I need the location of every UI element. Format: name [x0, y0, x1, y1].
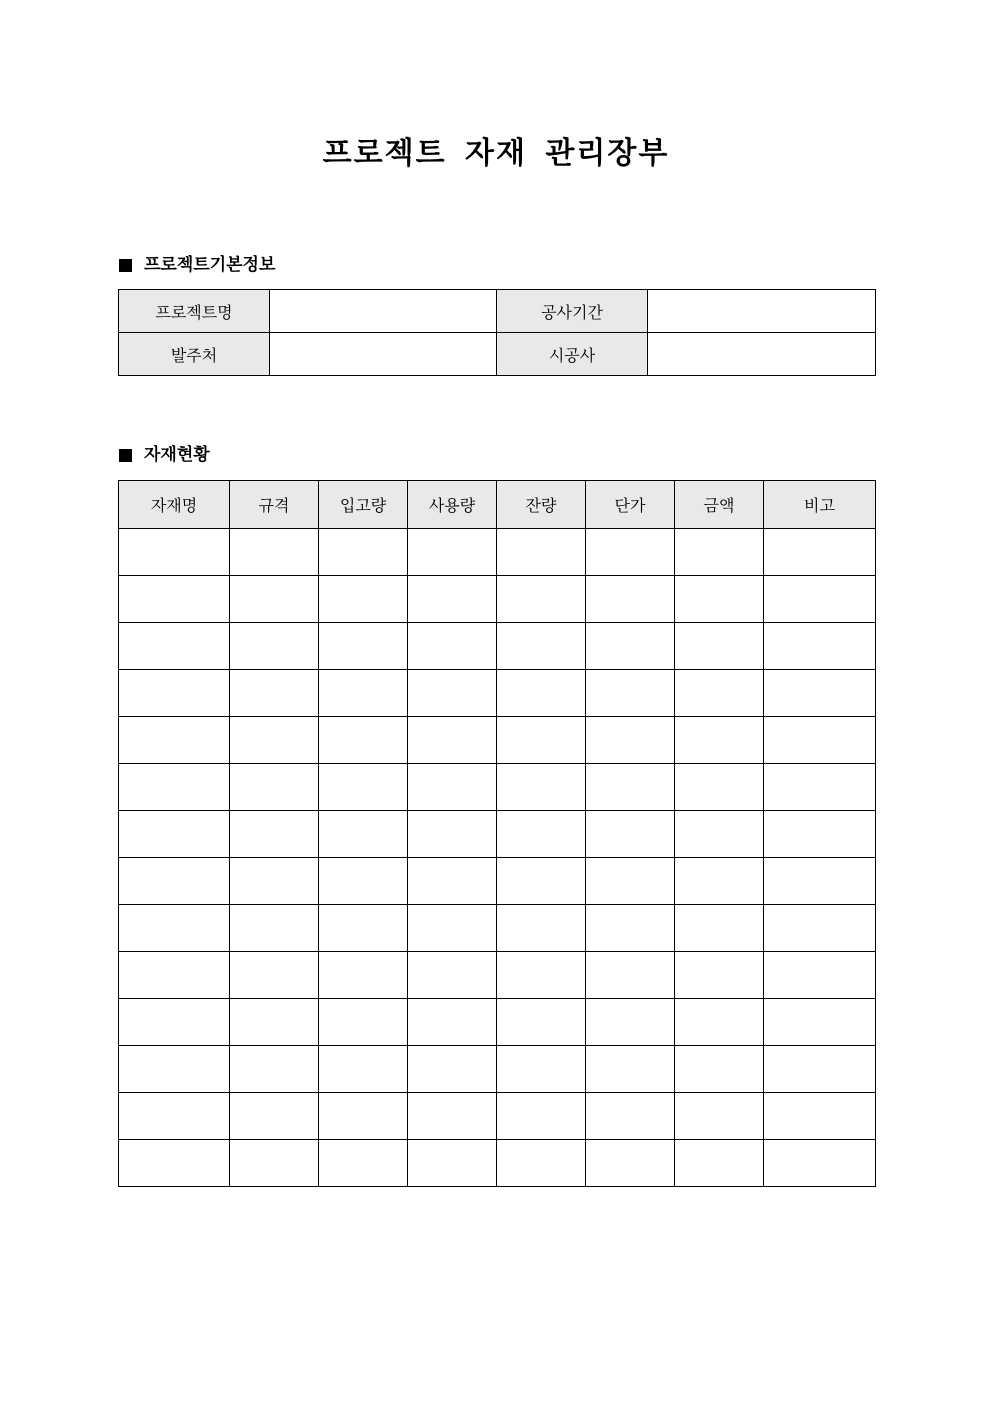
cell-received-qty[interactable]: [319, 1046, 408, 1093]
cell-received-qty[interactable]: [319, 999, 408, 1046]
cell-unit-price[interactable]: [586, 1140, 675, 1187]
cell-amount[interactable]: [675, 811, 764, 858]
contractor-label: 시공사: [497, 333, 648, 376]
cell-unit-price[interactable]: [586, 952, 675, 999]
cell-remaining-qty[interactable]: [497, 529, 586, 576]
cell-remaining-qty[interactable]: [497, 764, 586, 811]
cell-unit-price[interactable]: [586, 1093, 675, 1140]
cell-received-qty[interactable]: [319, 623, 408, 670]
cell-unit-price[interactable]: [586, 1046, 675, 1093]
materials-table: [118, 480, 876, 1187]
cell-remarks[interactable]: [764, 1140, 876, 1187]
cell-amount[interactable]: [675, 1046, 764, 1093]
cell-spec[interactable]: [230, 717, 319, 764]
section-heading-label: 자재현황: [144, 445, 210, 465]
table-row: [119, 905, 876, 952]
cell-received-qty[interactable]: [319, 952, 408, 999]
cell-remaining-qty[interactable]: [497, 623, 586, 670]
cell-received-qty[interactable]: [319, 811, 408, 858]
cell-remarks[interactable]: [764, 952, 876, 999]
cell-used-qty[interactable]: [408, 1046, 497, 1093]
cell-material-name[interactable]: [119, 529, 230, 576]
project-info-table: [118, 289, 876, 376]
cell-used-qty[interactable]: [408, 999, 497, 1046]
table-row: [119, 811, 876, 858]
cell-remaining-qty[interactable]: [497, 717, 586, 764]
cell-received-qty[interactable]: [319, 858, 408, 905]
cell-material-name[interactable]: [119, 1093, 230, 1140]
cell-remaining-qty[interactable]: [497, 576, 586, 623]
cell-amount[interactable]: [675, 529, 764, 576]
cell-received-qty[interactable]: [319, 670, 408, 717]
column-header-amount: 금액: [675, 481, 764, 529]
cell-remarks[interactable]: [764, 529, 876, 576]
cell-remaining-qty[interactable]: [497, 1046, 586, 1093]
cell-unit-price[interactable]: [586, 623, 675, 670]
cell-remarks[interactable]: [764, 623, 876, 670]
cell-remarks[interactable]: [764, 670, 876, 717]
cell-spec[interactable]: [230, 1140, 319, 1187]
cell-remaining-qty[interactable]: [497, 999, 586, 1046]
cell-used-qty[interactable]: [408, 529, 497, 576]
cell-spec[interactable]: [230, 1046, 319, 1093]
cell-used-qty[interactable]: [408, 717, 497, 764]
cell-remaining-qty[interactable]: [497, 905, 586, 952]
cell-received-qty[interactable]: [319, 764, 408, 811]
cell-spec[interactable]: [230, 905, 319, 952]
column-header-received-qty: 입고량: [319, 481, 408, 529]
column-header-material-name: 자재명: [119, 481, 230, 529]
cell-amount[interactable]: [675, 670, 764, 717]
cell-spec[interactable]: [230, 999, 319, 1046]
table-header-row: [119, 481, 876, 529]
cell-received-qty[interactable]: [319, 1140, 408, 1187]
cell-remarks[interactable]: [764, 1093, 876, 1140]
cell-spec[interactable]: [230, 858, 319, 905]
cell-remarks[interactable]: [764, 717, 876, 764]
table-row: [119, 333, 876, 376]
black-square-icon: [119, 259, 132, 272]
cell-remarks[interactable]: [764, 1046, 876, 1093]
column-header-spec: 규격: [230, 481, 319, 529]
cell-amount[interactable]: [675, 858, 764, 905]
cell-remaining-qty[interactable]: [497, 952, 586, 999]
cell-material-name[interactable]: [119, 858, 230, 905]
cell-amount[interactable]: [675, 576, 764, 623]
cell-used-qty[interactable]: [408, 858, 497, 905]
column-header-remaining-qty: 잔량: [497, 481, 586, 529]
cell-unit-price[interactable]: [586, 905, 675, 952]
cell-amount[interactable]: [675, 1093, 764, 1140]
cell-used-qty[interactable]: [408, 811, 497, 858]
cell-amount[interactable]: [675, 999, 764, 1046]
cell-amount[interactable]: [675, 623, 764, 670]
cell-remaining-qty[interactable]: [497, 858, 586, 905]
cell-remarks[interactable]: [764, 576, 876, 623]
section-heading-project-info: [119, 252, 275, 278]
table-row: [119, 717, 876, 764]
cell-remarks[interactable]: [764, 764, 876, 811]
table-row: [119, 290, 876, 333]
contractor-field[interactable]: [648, 333, 876, 376]
cell-received-qty[interactable]: [319, 717, 408, 764]
cell-unit-price[interactable]: [586, 670, 675, 717]
cell-used-qty[interactable]: [408, 670, 497, 717]
cell-received-qty[interactable]: [319, 1093, 408, 1140]
section-heading-materials: [119, 442, 210, 468]
cell-material-name[interactable]: [119, 999, 230, 1046]
cell-received-qty[interactable]: [319, 529, 408, 576]
cell-material-name[interactable]: [119, 670, 230, 717]
cell-used-qty[interactable]: [408, 905, 497, 952]
cell-spec[interactable]: [230, 670, 319, 717]
cell-remaining-qty[interactable]: [497, 670, 586, 717]
cell-material-name[interactable]: [119, 905, 230, 952]
cell-material-name[interactable]: [119, 623, 230, 670]
cell-unit-price[interactable]: [586, 576, 675, 623]
cell-unit-price[interactable]: [586, 764, 675, 811]
section-heading-label: 프로젝트기본정보: [144, 255, 276, 275]
cell-amount[interactable]: [675, 717, 764, 764]
cell-material-name[interactable]: [119, 1046, 230, 1093]
cell-remarks[interactable]: [764, 905, 876, 952]
cell-spec[interactable]: [230, 529, 319, 576]
table-row: [119, 858, 876, 905]
cell-remaining-qty[interactable]: [497, 1093, 586, 1140]
cell-spec[interactable]: [230, 764, 319, 811]
document-title: 프로젝트 자재 관리장부: [322, 136, 670, 171]
construction-period-label: 공사기간: [497, 290, 648, 333]
cell-spec[interactable]: [230, 576, 319, 623]
cell-used-qty[interactable]: [408, 952, 497, 999]
cell-used-qty[interactable]: [408, 1140, 497, 1187]
cell-remaining-qty[interactable]: [497, 811, 586, 858]
cell-amount[interactable]: [675, 764, 764, 811]
cell-unit-price[interactable]: [586, 717, 675, 764]
table-row: [119, 670, 876, 717]
table-row: [119, 1140, 876, 1187]
table-row: [119, 999, 876, 1046]
table-row: [119, 952, 876, 999]
cell-received-qty[interactable]: [319, 905, 408, 952]
project-name-field[interactable]: [270, 290, 497, 333]
column-header-unit-price: 단가: [586, 481, 675, 529]
cell-material-name[interactable]: [119, 717, 230, 764]
cell-remaining-qty[interactable]: [497, 1140, 586, 1187]
cell-unit-price[interactable]: [586, 811, 675, 858]
cell-remarks[interactable]: [764, 999, 876, 1046]
cell-unit-price[interactable]: [586, 999, 675, 1046]
client-field[interactable]: [270, 333, 497, 376]
cell-unit-price[interactable]: [586, 858, 675, 905]
cell-spec[interactable]: [230, 623, 319, 670]
cell-spec[interactable]: [230, 952, 319, 999]
table-row: [119, 764, 876, 811]
cell-used-qty[interactable]: [408, 576, 497, 623]
column-header-remarks: 비고: [764, 481, 876, 529]
table-row: [119, 1093, 876, 1140]
cell-material-name[interactable]: [119, 764, 230, 811]
cell-amount[interactable]: [675, 952, 764, 999]
cell-spec[interactable]: [230, 1093, 319, 1140]
cell-unit-price[interactable]: [586, 529, 675, 576]
construction-period-field[interactable]: [648, 290, 876, 333]
cell-received-qty[interactable]: [319, 576, 408, 623]
cell-material-name[interactable]: [119, 811, 230, 858]
cell-used-qty[interactable]: [408, 764, 497, 811]
cell-remarks[interactable]: [764, 811, 876, 858]
cell-material-name[interactable]: [119, 1140, 230, 1187]
cell-used-qty[interactable]: [408, 1093, 497, 1140]
cell-used-qty[interactable]: [408, 623, 497, 670]
table-row: [119, 576, 876, 623]
cell-amount[interactable]: [675, 1140, 764, 1187]
black-square-icon: [119, 449, 132, 462]
materials-table-body: [119, 529, 876, 1187]
cell-remarks[interactable]: [764, 858, 876, 905]
table-row: [119, 1046, 876, 1093]
cell-amount[interactable]: [675, 905, 764, 952]
project-name-label: 프로젝트명: [119, 290, 270, 333]
cell-material-name[interactable]: [119, 576, 230, 623]
cell-material-name[interactable]: [119, 952, 230, 999]
table-row: [119, 623, 876, 670]
column-header-used-qty: 사용량: [408, 481, 497, 529]
cell-spec[interactable]: [230, 811, 319, 858]
table-row: [119, 529, 876, 576]
client-label: 발주처: [119, 333, 270, 376]
